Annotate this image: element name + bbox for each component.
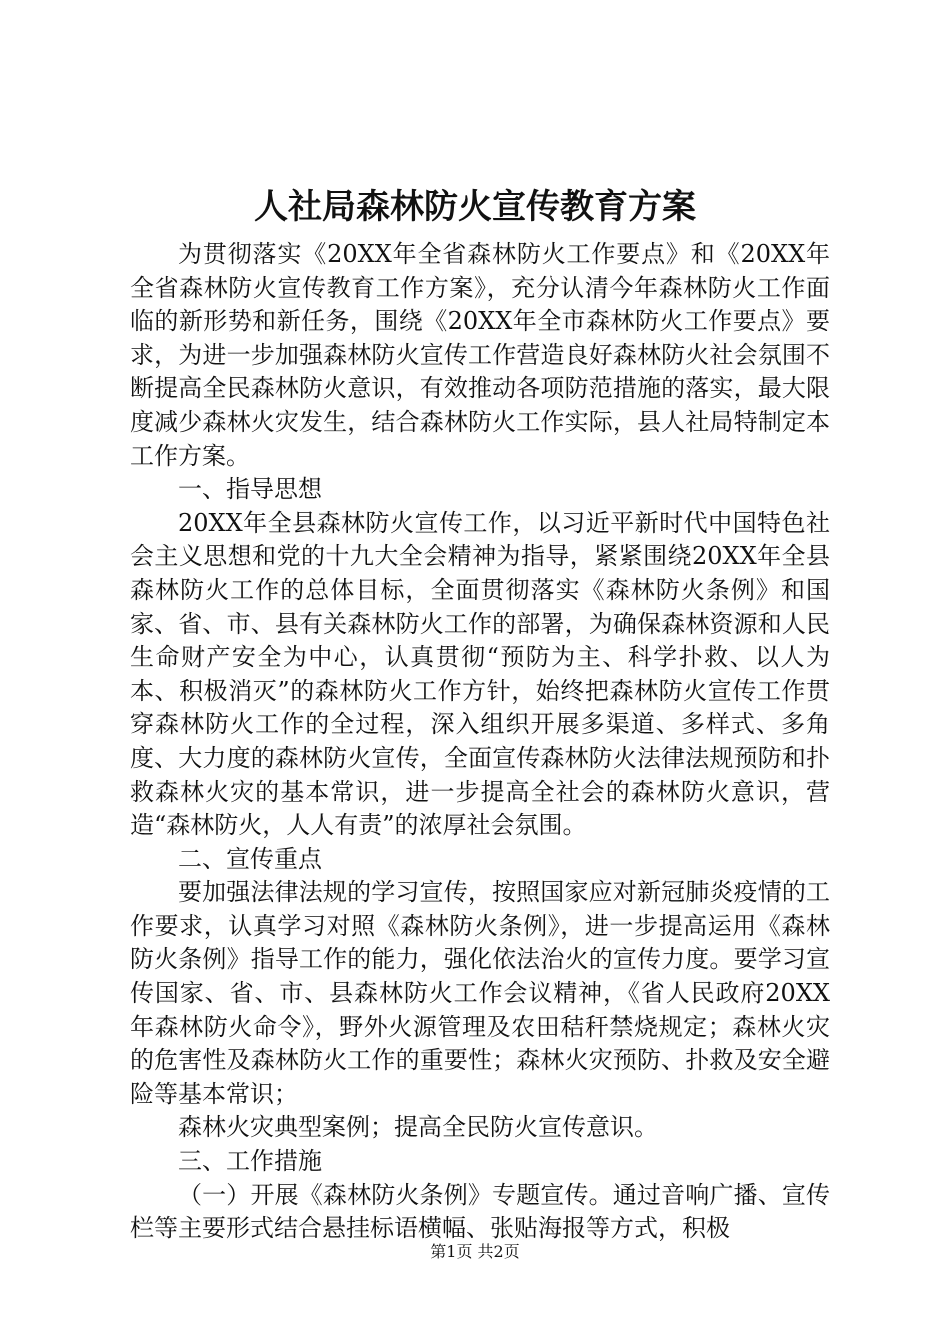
section-heading-work-measures: 三、工作措施 [178, 1147, 322, 1176]
section-paragraph: （一）开展《森林防火条例》专题宣传。通过音响广播、宣传栏等主要形式结合悬挂标语横幅、张贴海报等方式，积极 [130, 1180, 830, 1243]
intro-paragraph: 为贯彻落实《20XX年全省森林防火工作要点》和《20XX年全省森林防火宣传教育工作方案》，充分认清今年森林防火工作面临的新形势和新任务，围绕《20XX年全市森林防火工作要点》要求，为进一步加强森林防火宣传工作营造良好森林防火社会氛围不断提高全民森林防火意识，有效推动各项防范措施的落实，最大限度减少森林火灾发生，结合森林防火工作实际，县人社局特制定本工作方案。 [130, 240, 830, 470]
section-paragraph: 森林火灾典型案例；提高全民防火宣传意识。 [178, 1113, 658, 1142]
section-heading-guiding-thought: 一、指导思想 [178, 475, 322, 504]
document-body [130, 238, 830, 1246]
document-title: 人社局森林防火宣传教育方案 [254, 187, 696, 227]
section-paragraph: 20XX年全县森林防火宣传工作，以习近平新时代中国特色社会主义思想和党的十九大全会精神为指导，紧紧围绕20XX年全县森林防火工作的总体目标，全面贯彻落实《森林防火条例》和国家、省、市、县有关森林防火工作的部署，为确保森林资源和人民生命财产安全为中心，认真贯彻“预防为主、科学扑救、以人为本、积极消灭”的森林防火工作方针，始终把森林防火宣传工作贯穿森林防火工作的全过程，深入组织开展多渠道、多样式、多角度、大力度的森林防火宣传，全面宣传森林防火法律法规预防和扑救森林火灾的基本常识，进一步提高全社会的森林防火意识，营造“森林防火，人人有责”的浓厚社会氛围。 [130, 508, 830, 840]
page-footer: 第1页 共2页 [430, 1242, 520, 1261]
section-heading-publicity-focus: 二、宣传重点 [178, 844, 322, 873]
section-paragraph: 要加强法律法规的学习宣传，按照国家应对新冠肺炎疫情的工作要求，认真学习对照《森林防火条例》，进一步提高运用《森林防火条例》指导工作的能力，强化依法治火的宣传力度。要学习宣传国家、省、市、县森林防火工作会议精神，《省人民政府20XX年森林防火命令》，野外火源管理及农田秸秆禁烧规定；森林火灾的危害性及森林防火工作的重要性；森林火灾预防、扑救及安全避险等基本常识； [130, 878, 830, 1108]
